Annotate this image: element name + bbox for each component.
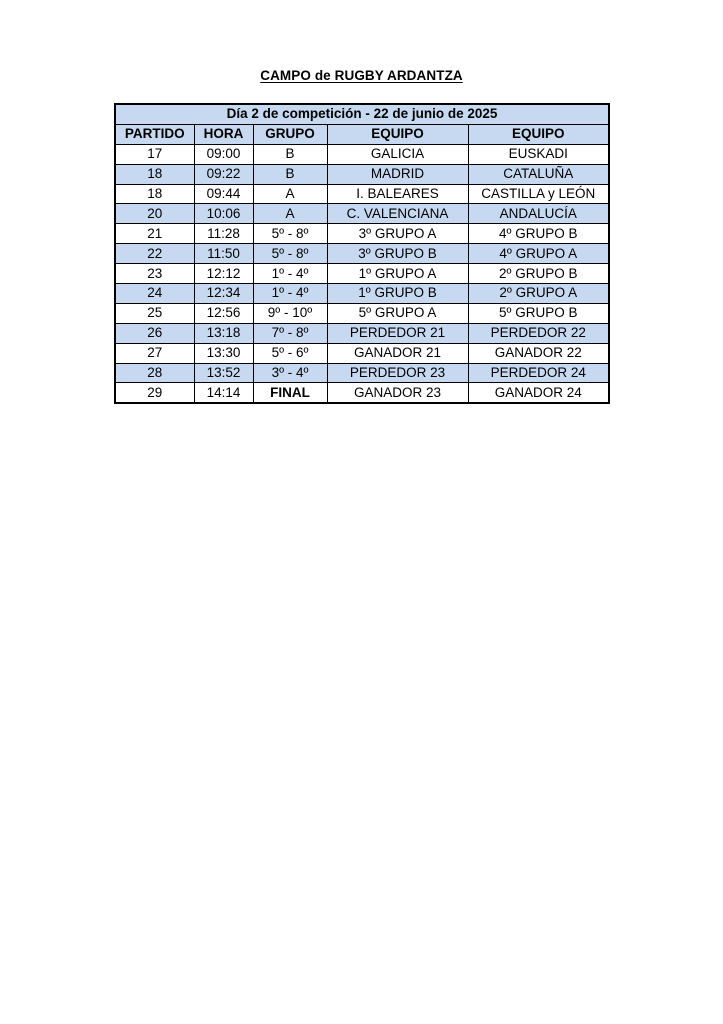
table-row <box>115 303 609 323</box>
cell-hora: 13:52 <box>194 363 253 383</box>
cell-hora: 10:06 <box>194 204 253 224</box>
cell-grupo: 3º - 4º <box>253 363 327 383</box>
cell-equipo-1: PERDEDOR 21 <box>327 323 468 343</box>
cell-grupo: B <box>253 164 327 184</box>
column-header-equipo-2: EQUIPO <box>468 124 609 144</box>
cell-hora: 14:14 <box>194 383 253 403</box>
cell-equipo-1: GALICIA <box>327 144 468 164</box>
cell-hora: 12:12 <box>194 264 253 284</box>
cell-hora: 12:34 <box>194 284 253 304</box>
table-banner: Día 2 de competición - 22 de junio de 2025 <box>115 104 609 124</box>
cell-grupo: 7º - 8º <box>253 323 327 343</box>
cell-equipo-2: GANADOR 22 <box>468 343 609 363</box>
cell-equipo-2: 5º GRUPO B <box>468 303 609 323</box>
cell-grupo: B <box>253 144 327 164</box>
cell-partido: 26 <box>115 323 194 343</box>
cell-equipo-1: C. VALENCIANA <box>327 204 468 224</box>
cell-equipo-1: MADRID <box>327 164 468 184</box>
cell-grupo: A <box>253 204 327 224</box>
cell-equipo-1: GANADOR 21 <box>327 343 468 363</box>
cell-equipo-1: 1º GRUPO A <box>327 264 468 284</box>
cell-partido: 23 <box>115 264 194 284</box>
cell-partido: 20 <box>115 204 194 224</box>
table-header-row <box>115 124 609 144</box>
cell-equipo-1: 5º GRUPO A <box>327 303 468 323</box>
cell-equipo-2: 4º GRUPO B <box>468 224 609 244</box>
cell-equipo-2: 2º GRUPO B <box>468 264 609 284</box>
cell-partido: 22 <box>115 244 194 264</box>
cell-equipo-2: 4º GRUPO A <box>468 244 609 264</box>
column-header-grupo: GRUPO <box>253 124 327 144</box>
cell-partido: 21 <box>115 224 194 244</box>
table-row <box>115 383 609 403</box>
cell-equipo-2: PERDEDOR 24 <box>468 363 609 383</box>
cell-hora: 11:50 <box>194 244 253 264</box>
cell-partido: 29 <box>115 383 194 403</box>
cell-equipo-1: I. BALEARES <box>327 184 468 204</box>
cell-grupo: 5º - 6º <box>253 343 327 363</box>
cell-grupo: 5º - 8º <box>253 244 327 264</box>
cell-partido: 24 <box>115 284 194 304</box>
table-row <box>115 204 609 224</box>
cell-equipo-2: ANDALUCÍA <box>468 204 609 224</box>
cell-partido: 17 <box>115 144 194 164</box>
cell-hora: 11:28 <box>194 224 253 244</box>
cell-grupo: 1º - 4º <box>253 264 327 284</box>
cell-hora: 09:44 <box>194 184 253 204</box>
cell-hora: 13:30 <box>194 343 253 363</box>
column-header-partido: PARTIDO <box>115 124 194 144</box>
cell-grupo: 1º - 4º <box>253 284 327 304</box>
table-row <box>115 144 609 164</box>
table-row <box>115 164 609 184</box>
table-row <box>115 343 609 363</box>
cell-equipo-1: GANADOR 23 <box>327 383 468 403</box>
cell-equipo-2: PERDEDOR 22 <box>468 323 609 343</box>
cell-hora: 09:00 <box>194 144 253 164</box>
column-header-equipo-1: EQUIPO <box>327 124 468 144</box>
cell-partido: 27 <box>115 343 194 363</box>
cell-partido: 28 <box>115 363 194 383</box>
cell-grupo: 9º - 10º <box>253 303 327 323</box>
cell-equipo-2: 2º GRUPO A <box>468 284 609 304</box>
cell-equipo-2: EUSKADI <box>468 144 609 164</box>
schedule-table <box>114 103 610 404</box>
table-banner-row <box>115 104 609 124</box>
cell-equipo-1: 3º GRUPO B <box>327 244 468 264</box>
cell-hora: 13:18 <box>194 323 253 343</box>
cell-equipo-1: PERDEDOR 23 <box>327 363 468 383</box>
cell-hora: 09:22 <box>194 164 253 184</box>
cell-grupo: A <box>253 184 327 204</box>
table-row <box>115 264 609 284</box>
table-row <box>115 184 609 204</box>
cell-equipo-2: CATALUÑA <box>468 164 609 184</box>
cell-equipo-2: CASTILLA y LEÓN <box>468 184 609 204</box>
table-row <box>115 244 609 264</box>
cell-partido: 25 <box>115 303 194 323</box>
cell-equipo-2: GANADOR 24 <box>468 383 609 403</box>
page-title: CAMPO de RUGBY ARDANTZA <box>260 68 463 83</box>
cell-grupo: 5º - 8º <box>253 224 327 244</box>
column-header-hora: HORA <box>194 124 253 144</box>
table-row <box>115 363 609 383</box>
table-row <box>115 323 609 343</box>
cell-hora: 12:56 <box>194 303 253 323</box>
table-row <box>115 284 609 304</box>
cell-equipo-1: 3º GRUPO A <box>327 224 468 244</box>
table-row <box>115 224 609 244</box>
cell-grupo: FINAL <box>253 383 327 403</box>
cell-partido: 18 <box>115 184 194 204</box>
cell-equipo-1: 1º GRUPO B <box>327 284 468 304</box>
cell-partido: 18 <box>115 164 194 184</box>
